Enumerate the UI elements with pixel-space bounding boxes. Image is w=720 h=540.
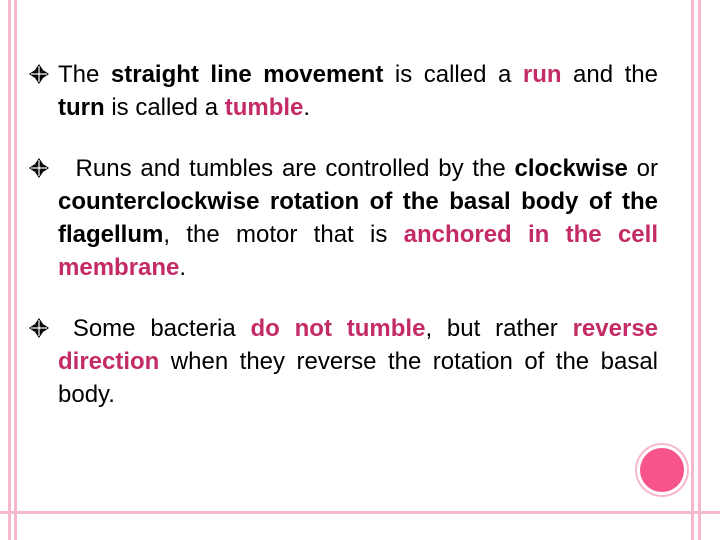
diamond-bullet-icon [28, 157, 50, 179]
text-run: is called a [383, 61, 523, 88]
bullet-item-reverse-direction [28, 312, 658, 411]
text-run: , but rather [425, 315, 573, 342]
term-counterclockwise-rotation: counterclockwise rotation of the basal body of the flagellum [58, 188, 658, 248]
text-run: Some bacteria [58, 315, 251, 342]
text-run: , the motor that is [163, 221, 404, 248]
text-run: The [58, 61, 111, 88]
term-anchored-in-cell-membrane: anchored in the cell membrane [58, 221, 658, 281]
frame-line-right-outer [698, 0, 701, 540]
term-clockwise: clockwise [514, 155, 628, 182]
term-reverse-direction: reverse direction [58, 315, 659, 375]
bullet-list [28, 58, 658, 411]
diamond-bullet-icon [28, 317, 50, 339]
frame-line-left-inner [14, 0, 17, 540]
term-do-not-tumble: do not tumble [250, 315, 426, 342]
text-run: or [627, 155, 658, 182]
term-turn: turn [58, 94, 105, 121]
frame-line-bottom [0, 511, 720, 514]
bullet-item-rotation-control [28, 152, 658, 284]
diamond-bullet-icon [28, 63, 50, 85]
term-run: run [522, 61, 562, 88]
text-run: Runs and tumbles are controlled by the [58, 155, 515, 182]
bullet-text [58, 152, 658, 284]
text-run: when they reverse the rotation of the basal body. [58, 348, 658, 408]
bullet-item-run-tumble [28, 58, 658, 124]
term-straight-line-movement: straight line movement [110, 61, 384, 88]
bullet-text [58, 312, 658, 411]
text-run: is called a [104, 94, 225, 121]
frame-line-left-outer [8, 0, 11, 540]
text-run: . [179, 254, 187, 281]
decorative-pink-dot [640, 448, 684, 492]
term-tumble: tumble [224, 94, 304, 121]
frame-line-right-inner [691, 0, 694, 540]
text-run: . [303, 94, 311, 121]
bullet-text [58, 58, 658, 124]
text-run: and the [561, 61, 658, 88]
